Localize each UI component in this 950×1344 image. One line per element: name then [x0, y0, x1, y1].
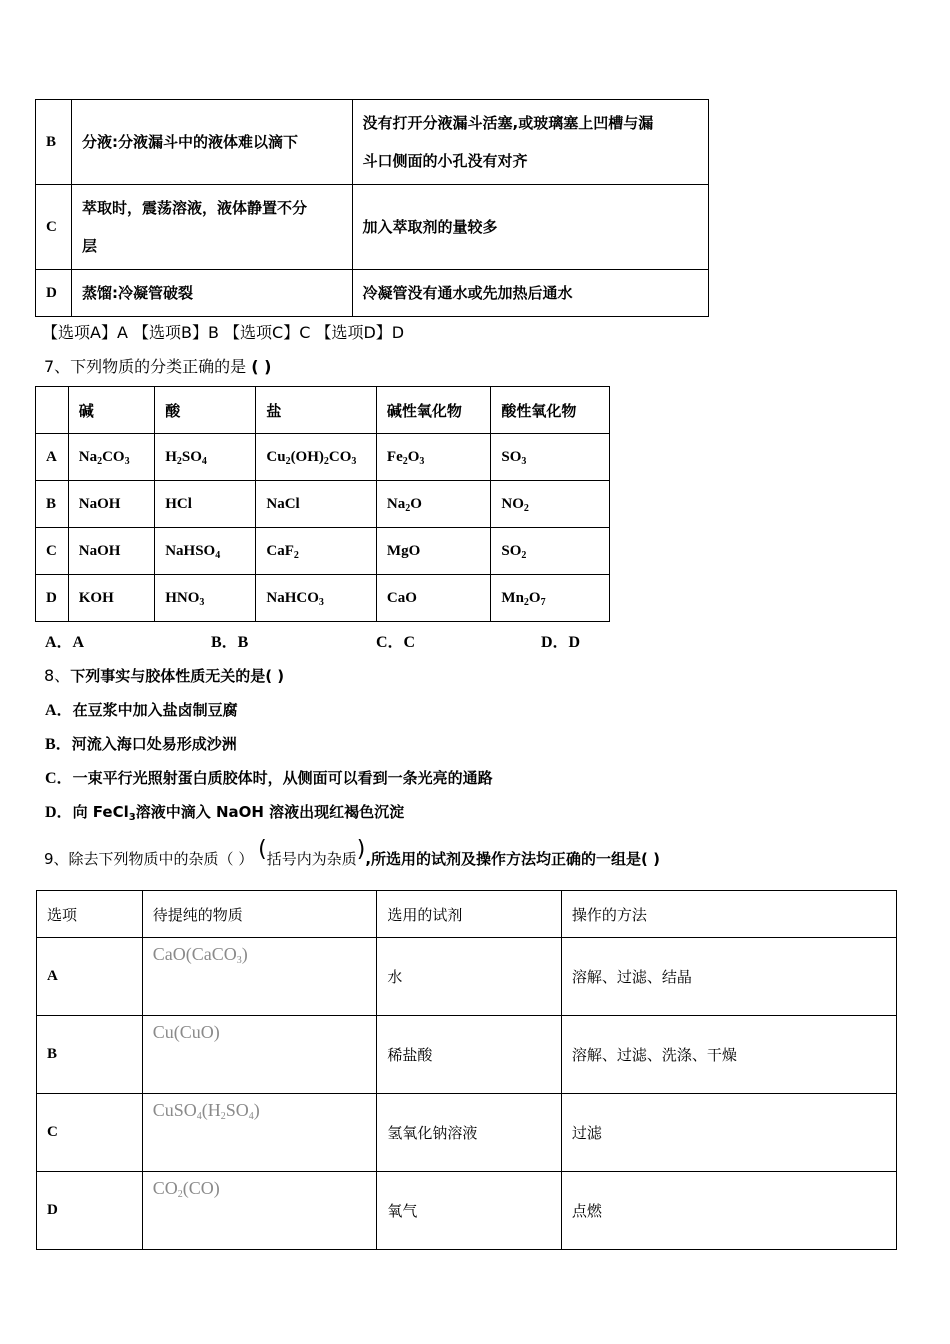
q9-question [44, 837, 660, 870]
row-label: C [37, 1094, 143, 1172]
table-row [36, 481, 610, 528]
option-text: 在豆浆中加入盐卤制豆腐 [72, 701, 238, 719]
q8-question-text: 下列事实与胶体性质无关的是( ) [70, 667, 285, 685]
formula-cell: $HNO_3$ [155, 575, 256, 622]
row-label: B [36, 481, 69, 528]
table-row [36, 270, 709, 317]
formula-cell: $NO_2$ [491, 481, 610, 528]
q7-choice-a[interactable]: A．A [45, 634, 85, 651]
phenomenon-line: 层 [81, 237, 97, 255]
table-row [37, 938, 897, 1016]
q8-option-b[interactable] [45, 731, 237, 754]
formula-cell: $H_2SO_4$ [155, 434, 256, 481]
q7-answer-blank: ( ) [251, 357, 272, 376]
table-header-row [36, 387, 610, 434]
q8-option-a[interactable] [45, 697, 238, 720]
q8-option-c[interactable] [45, 765, 493, 788]
row-label: A [37, 938, 143, 1016]
formula-cell: NaOH [68, 481, 154, 528]
formula-cell: $Fe_2O_3$ [376, 434, 490, 481]
header-cell: 选用的试剂 [377, 891, 562, 938]
table-row [37, 1016, 897, 1094]
q8-option-d[interactable] [45, 799, 404, 822]
method-cell: 溶解、过滤、洗涤、干燥 [561, 1016, 896, 1094]
header-cell: 选项 [37, 891, 143, 938]
row-label: D [36, 575, 69, 622]
row-label: C [36, 528, 69, 575]
formula-cell: CaO [376, 575, 490, 622]
q7-classification-table [35, 386, 610, 622]
reagent-cell: 水 [377, 938, 562, 1016]
table-row [36, 185, 709, 270]
option-label: B [36, 100, 72, 185]
q7-question [44, 354, 271, 377]
formula-cell: $Cu_2(OH)_2CO_3$ [256, 434, 377, 481]
option-text: 向 FeCl$_3$溶液中滴入 NaOH 溶液出现红褐色沉淀 [72, 803, 405, 823]
q7-choice-c[interactable]: C．C [376, 634, 416, 651]
method-cell: 过滤 [561, 1094, 896, 1172]
q7-choice-d[interactable]: D．D [541, 634, 581, 651]
reason-cell [352, 100, 708, 185]
phenomenon-cell [71, 185, 352, 270]
option-label: D [36, 270, 72, 317]
formula-cell: HCl [155, 481, 256, 528]
phenomenon-cell: 蒸馏:冷凝管破裂 [71, 270, 352, 317]
option-label: C [36, 185, 72, 270]
row-label: B [37, 1016, 143, 1094]
table-row [36, 434, 610, 481]
reason-line: 没有打开分液漏斗活塞,或玻璃塞上凹槽与漏 [362, 114, 654, 132]
row-label: D [37, 1172, 143, 1250]
formula-cell: $Na_2CO_3$ [68, 434, 154, 481]
q8-question [44, 663, 284, 686]
header-cell [36, 387, 69, 434]
formula-cell: NaHCO$_3$ [256, 575, 377, 622]
row-label: A [36, 434, 69, 481]
q8-number: 8、 [44, 666, 71, 685]
formula-cell: MgO [376, 528, 490, 575]
formula-cell: KOH [68, 575, 154, 622]
table-row [37, 1172, 897, 1250]
header-cell: 盐 [256, 387, 377, 434]
table-row [36, 575, 610, 622]
q6-options-table [35, 99, 709, 317]
option-label: B． [45, 736, 72, 753]
option-label: C． [45, 770, 73, 787]
table-row [36, 100, 709, 185]
header-cell: 待提纯的物质 [142, 891, 377, 938]
formula-cell: $Na_2O$ [376, 481, 490, 528]
formula-cell: CaF$_2$ [256, 528, 377, 575]
q9-answer-blank: ( ) [641, 850, 660, 868]
substance-cell: CaO(CaCO$_3$) [142, 938, 377, 1016]
option-text: 河流入海口处易形成沙洲 [71, 735, 237, 753]
table-row [36, 528, 610, 575]
q9-purification-table [36, 890, 897, 1250]
formula-cell: $SO_3$ [491, 434, 610, 481]
formula-cell: $Mn_2O_7$ [491, 575, 610, 622]
header-cell: 酸 [155, 387, 256, 434]
option-label: D． [45, 804, 73, 821]
reason-line: 斗口侧面的小孔没有对齐 [362, 152, 528, 170]
reason-cell: 加入萃取剂的量较多 [352, 185, 708, 270]
phenomenon-line: 萃取时，震荡溶液，液体静置不分 [81, 199, 307, 217]
header-cell: 碱 [68, 387, 154, 434]
q9-bracket-text: 括号内为杂质 [266, 850, 357, 868]
open-paren: ( [258, 837, 267, 862]
q6-answer-choices: 【选项A】A 【选项B】B 【选项C】C 【选项D】D [42, 323, 405, 342]
option-label: A． [45, 702, 73, 719]
formula-cell: NaCl [256, 481, 377, 528]
reagent-cell: 稀盐酸 [377, 1016, 562, 1094]
q7-choice-b[interactable]: B．B [211, 634, 249, 651]
reagent-cell: 氢氧化钠溶液 [377, 1094, 562, 1172]
method-cell: 溶解、过滤、结晶 [561, 938, 896, 1016]
reagent-cell: 氧气 [377, 1172, 562, 1250]
q9-question-part2: ,所选用的试剂及操作方法均正确的一组是 [365, 850, 642, 868]
substance-cell: $CuSO_4(H_2SO_4)$ [142, 1094, 377, 1172]
table-row [37, 1094, 897, 1172]
substance-cell: $CO_2(CO)$ [142, 1172, 377, 1250]
substance-cell: Cu(CuO) [142, 1016, 377, 1094]
reason-cell: 冷凝管没有通水或先加热后通水 [352, 270, 708, 317]
formula-cell: NaOH [68, 528, 154, 575]
q7-question-text: 7、下列物质的分类正确的是 [44, 357, 247, 376]
header-cell: 酸性氧化物 [491, 387, 610, 434]
formula-cell: $SO_2$ [491, 528, 610, 575]
formula-cell: NaHSO$_4$ [155, 528, 256, 575]
option-text: 一束平行光照射蛋白质胶体时，从侧面可以看到一条光亮的通路 [72, 769, 493, 787]
phenomenon-cell: 分液:分液漏斗中的液体难以滴下 [71, 100, 352, 185]
close-paren: ) [356, 837, 366, 862]
q9-question-part1: 9、除去下列物质中的杂质（ ） [44, 850, 254, 868]
header-cell: 操作的方法 [561, 891, 896, 938]
method-cell: 点燃 [561, 1172, 896, 1250]
header-cell: 碱性氧化物 [376, 387, 490, 434]
table-header-row [37, 891, 897, 938]
